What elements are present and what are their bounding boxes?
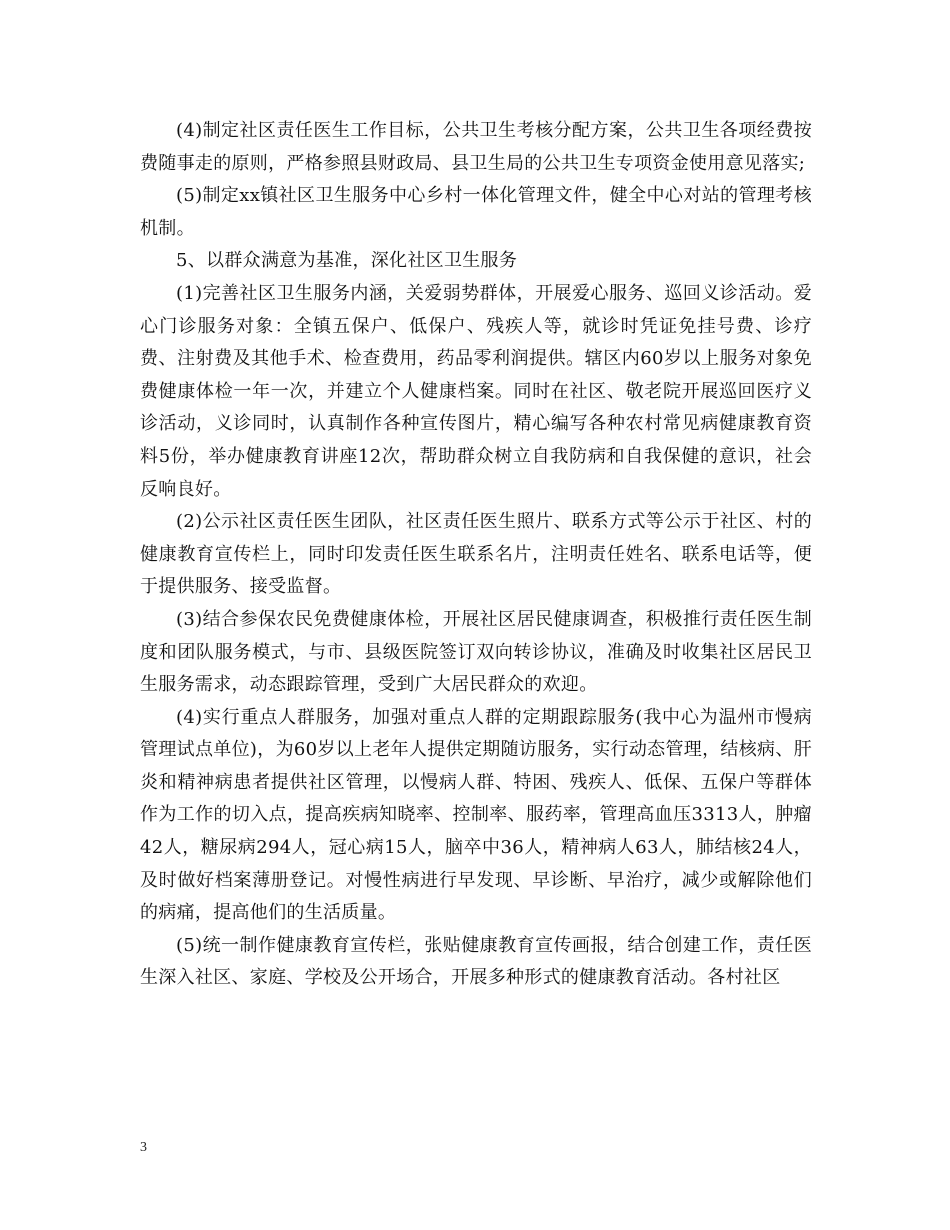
paragraph-doctor-team-publicity: (2)公示社区责任医生团队，社区责任医生照片、联系方式等公示于社区、村的健康教育宣传栏上，同时印发责任医生联系名片，注明责任姓名、联系电话等，便于提供服务、接受监督。	[140, 511, 812, 598]
paragraph-health-education: (5)统一制作健康教育宣传栏，张贴健康教育宣传画报，结合创建工作，责任医生深入社区、家庭、学校及公开场合，开展多种形式的健康教育活动。各村社区	[140, 934, 812, 989]
paragraph-policy-targets: (4)制定社区责任医生工作目标，公共卫生考核分配方案，公共卫生各项经费按费随事走的原则，严格参照县财政局、县卫生局的公共卫生专项资金使用意见落实;	[140, 120, 812, 174]
paragraph-health-survey: (3)结合参保农民免费健康体检，开展社区居民健康调查，积极推行责任医生制度和团队服务模式，与市、县级医院签订双向转诊协议，准确及时收集社区居民卫生服务需求，动态跟踪管理，受到广大居民群众的欢迎。	[140, 608, 812, 696]
paragraph-key-population-service: (4)实行重点人群服务，加强对重点人群的定期跟踪服务(我中心为温州市慢病管理试点单位)，为60岁以上老年人提供定期随访服务，实行动态管理，结核病、肝炎和精神病患者提供社区管理，以慢病人群、特困、残疾人、低保、五保户等群体作为工作的切入点，提高疾病知晓率、控制率、服药率，管理高血压3313人，肿瘤42人，糖尿病294人，冠心病15人，脑卒中36人，精神病人63人，肺结核24人，及时做好档案薄册登记。对慢性病进行早发现、早诊断、早治疗，减少或解除他们的病痛，提高他们的生活质量。	[140, 706, 812, 924]
paragraph-integration-management: (5)制定xx镇社区卫生服务中心乡村一体化管理文件，健全中心对站的管理考核机制。	[140, 185, 812, 239]
section-heading-5: 5、以群众满意为基准，深化社区卫生服务	[176, 250, 518, 272]
paragraph-community-service: (1)完善社区卫生服务内涵，关爱弱势群体，开展爱心服务、巡回义诊活动。爱心门诊服务对象：全镇五保户、低保户、残疾人等，就诊时凭证免挂号费、诊疗费、注射费及其他手术、检查费用，药品零利润提供。辖区内60岁以上服务对象免费健康体检一年一次，并建立个人健康档案。同时在社区、敬老院开展巡回医疗义诊活动，义诊同时，认真制作各种宣传图片，精心编写各种农村常见病健康教育资料5份，举办健康教育讲座12次，帮助群众树立自我防病和自我保健的意识，社会反响良好。	[140, 282, 812, 500]
document-body	[140, 115, 812, 995]
page-number: 3	[140, 1140, 147, 1155]
